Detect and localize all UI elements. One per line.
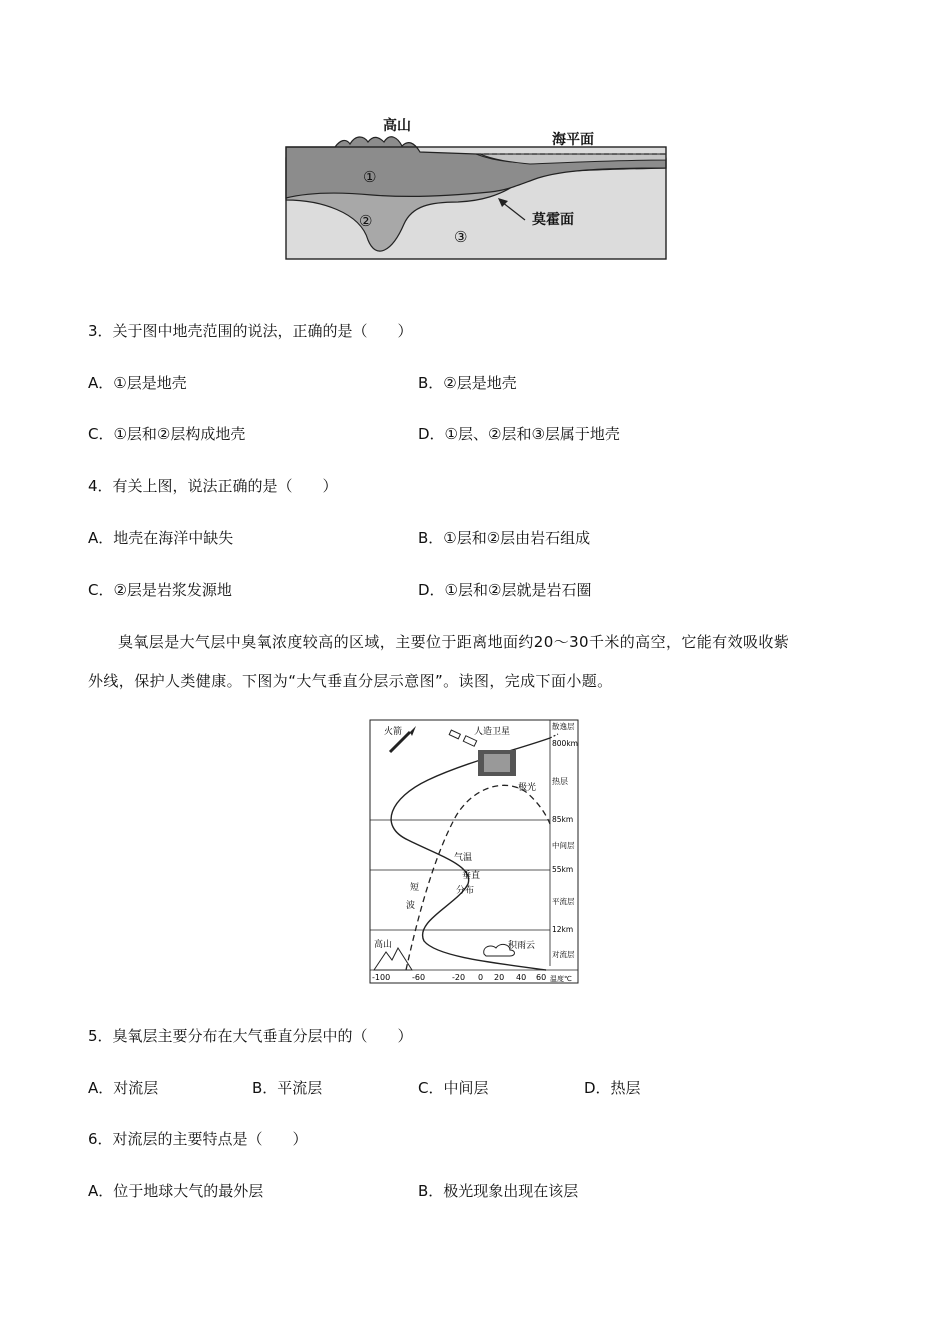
question-3-stem: 3．关于图中地壳范围的说法，正确的是（ ） (88, 322, 413, 340)
q4-option-c[interactable]: C．②层是岩浆发源地 (88, 581, 232, 599)
q6-option-a[interactable]: A．位于地球大气的最外层 (88, 1182, 264, 1200)
x-tick-label: 0 (478, 973, 484, 982)
height-85km: 85km (552, 815, 574, 824)
mountain-label: 高山 (383, 118, 411, 134)
layer-2-label: ② (359, 212, 373, 230)
question-6-stem: 6．对流层的主要特点是（ ） (88, 1130, 308, 1148)
q3-option-a[interactable]: A．①层是地壳 (88, 374, 187, 392)
moho-label: 莫霍面 (532, 212, 574, 228)
atmosphere-diagram (366, 716, 582, 986)
q5-option-a[interactable]: A．对流层 (88, 1079, 159, 1097)
x-tick-label: 60 (536, 973, 547, 982)
rocket-label: 火箭 (384, 727, 403, 737)
question-5-stem: 5．臭氧层主要分布在大气垂直分层中的（ ） (88, 1027, 413, 1045)
q3-option-b[interactable]: B．②层是地壳 (418, 374, 517, 392)
q4-option-b[interactable]: B．①层和②层由岩石组成 (418, 529, 591, 547)
x-tick-label: 40 (516, 973, 527, 982)
shortwave-label-1: 短 (410, 883, 420, 893)
temp-label-3: 分布 (456, 886, 475, 896)
x-tick-label: -100 (372, 973, 391, 982)
aurora-glow (484, 754, 510, 772)
height-12km: 12km (552, 925, 574, 934)
q4-option-d[interactable]: D．①层和②层就是岩石圈 (418, 581, 592, 599)
layer-1-label: ① (363, 168, 377, 186)
x-axis-unit: 温度℃ (550, 975, 572, 983)
sea-level-label: 海平面 (552, 132, 594, 148)
cloud-label: 积雨云 (508, 941, 536, 951)
layer-mesosphere-label: 中间层 (552, 841, 575, 850)
q4-option-a[interactable]: A．地壳在海洋中缺失 (88, 529, 234, 547)
q5-option-c[interactable]: C．中间层 (418, 1079, 489, 1097)
q5-option-b[interactable]: B．平流层 (252, 1079, 323, 1097)
temp-label-2: 垂直 (462, 871, 481, 881)
layer-exosphere-label: 散逸层 (552, 722, 575, 731)
layer-thermosphere-label: 热层 (552, 777, 568, 786)
x-tick-label: -20 (452, 973, 466, 982)
shortwave-label-2: 波 (406, 901, 416, 911)
x-tick-label: -60 (412, 973, 426, 982)
question-4-stem: 4．有关上图，说法正确的是（ ） (88, 477, 338, 495)
aurora-label: 极光 (518, 783, 537, 793)
mountain-label-atm: 高山 (374, 940, 393, 950)
passage-line-1: 臭氧层是大气层中臭氧浓度较高的区域，主要位于距离地面约20～30千米的高空，它能有效吸收紫 (118, 633, 790, 651)
layer-troposphere-label: 对流层 (552, 950, 575, 959)
x-tick-label: 20 (494, 973, 505, 982)
layer-3-label: ③ (454, 228, 468, 246)
atm-frame (370, 720, 578, 983)
temp-label-1: 气温 (454, 853, 473, 863)
q3-option-d[interactable]: D．①层、②层和③层属于地壳 (418, 425, 620, 443)
crust-diagram (280, 112, 672, 264)
q6-option-b[interactable]: B．极光现象出现在该层 (418, 1182, 579, 1200)
q3-option-c[interactable]: C．①层和②层构成地壳 (88, 425, 246, 443)
q5-option-d[interactable]: D．热层 (584, 1079, 641, 1097)
height-800km: 800km (552, 739, 578, 748)
layer-stratosphere-label: 平流层 (552, 897, 575, 906)
height-55km: 55km (552, 865, 574, 874)
passage-line-2: 外线，保护人类健康。下图为“大气垂直分层示意图”。读图，完成下面小题。 (88, 672, 613, 690)
satellite-label: 人造卫星 (474, 727, 511, 737)
